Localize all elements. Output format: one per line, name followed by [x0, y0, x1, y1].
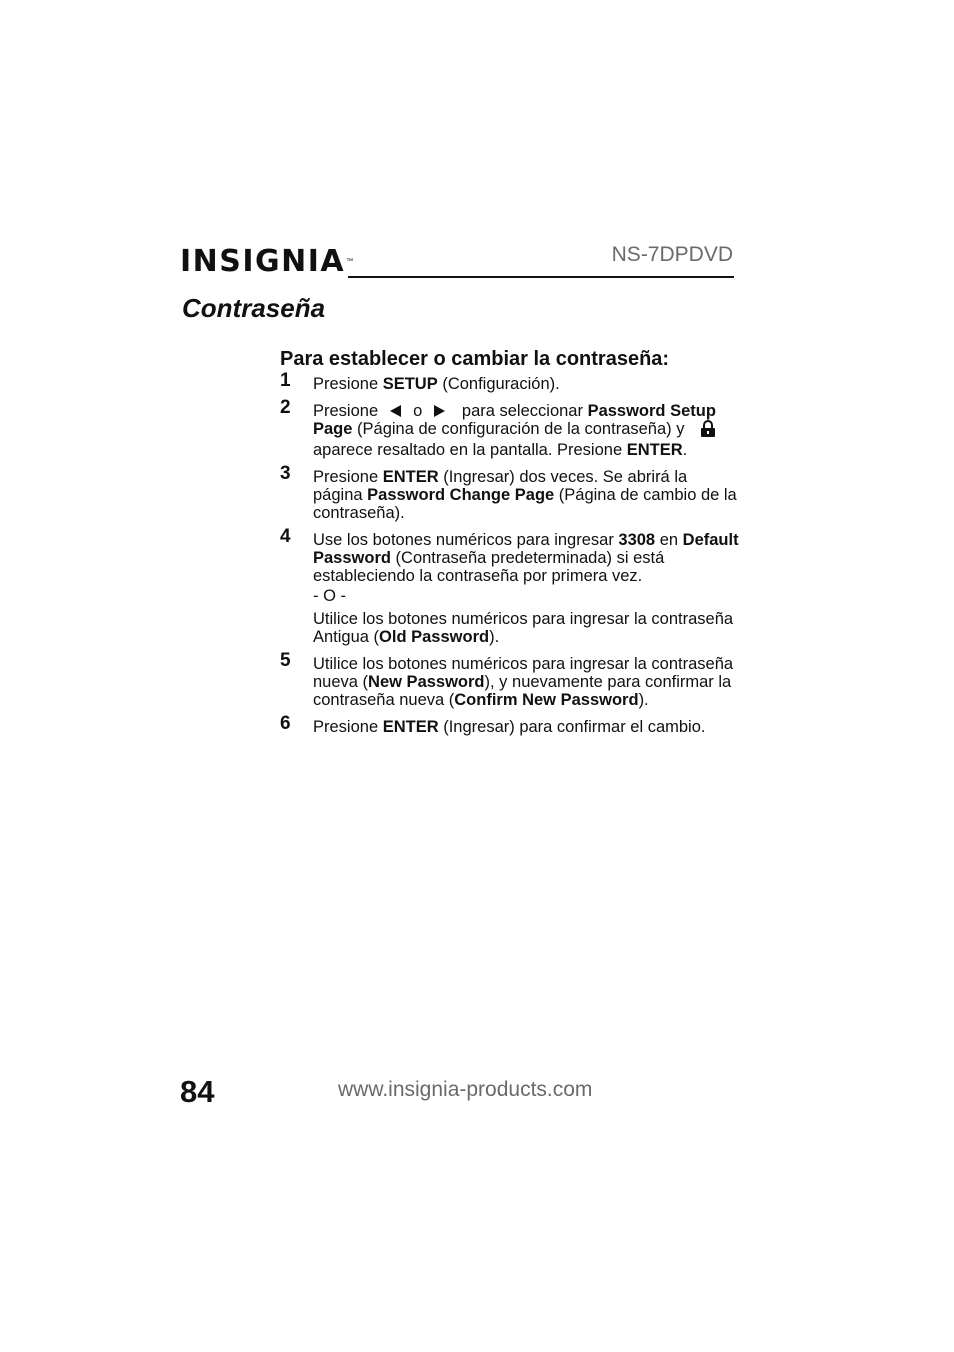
step-text: Presione ENTER (Ingresar) para confirmar el cambio.: [313, 718, 706, 736]
content: [280, 348, 740, 745]
step-number: 4: [280, 526, 291, 547]
step-2: [280, 397, 740, 459]
header-rule: [348, 276, 734, 278]
right-triangle-icon: [434, 405, 445, 417]
page-number: 84: [180, 1074, 215, 1109]
step-3: [280, 463, 740, 522]
step-6: [280, 713, 740, 736]
step-number: 6: [280, 713, 291, 734]
step-number: 3: [280, 463, 291, 484]
lock-icon: [700, 420, 716, 441]
alternative-separator: - O -: [313, 587, 346, 605]
logo-wordmark: INSIGNIA: [180, 243, 346, 279]
insignia-logo: [180, 238, 353, 284]
section-title: Contraseña: [182, 293, 326, 323]
step-5: [280, 650, 740, 709]
step-text: Presione SETUP (Configuración).: [313, 375, 560, 393]
step-4: [280, 526, 740, 646]
step-number: 2: [280, 397, 291, 418]
logo-trademark: ™: [346, 257, 354, 265]
step-text: Presione ENTER (Ingresar) dos veces. Se abrirá la página Password Change Page (Página de cambio de la contraseña).: [313, 468, 737, 522]
website-url: www.insignia-products.com: [338, 1078, 593, 1101]
step-text-alt: Utilice los botones numéricos para ingresar la contraseña Antigua (Old Password).: [313, 610, 734, 646]
subheading: Para establecer o cambiar la contraseña:: [280, 348, 670, 370]
step-number: 1: [280, 370, 291, 391]
step-1: [280, 370, 740, 393]
model-number: NS-7DPDVD: [611, 243, 733, 266]
step-number: 5: [280, 650, 291, 671]
step-text: Presione o para seleccionar Password Setup Page (Página de configuración de la contraseña) yaparece resaltado en la pantalla. Presione ENTER.: [313, 402, 716, 459]
left-triangle-icon: [390, 405, 401, 417]
step-text: Use los botones numéricos para ingresar 3308 en Default Password (Contraseña predeterminada) si está estableciendo la contraseña por primera vez.: [313, 531, 739, 585]
step-text: Utilice los botones numéricos para ingresar la contraseña nueva (New Password), y nuevamente para confirmar la contraseña nueva (Confirm New Password).: [313, 655, 734, 709]
